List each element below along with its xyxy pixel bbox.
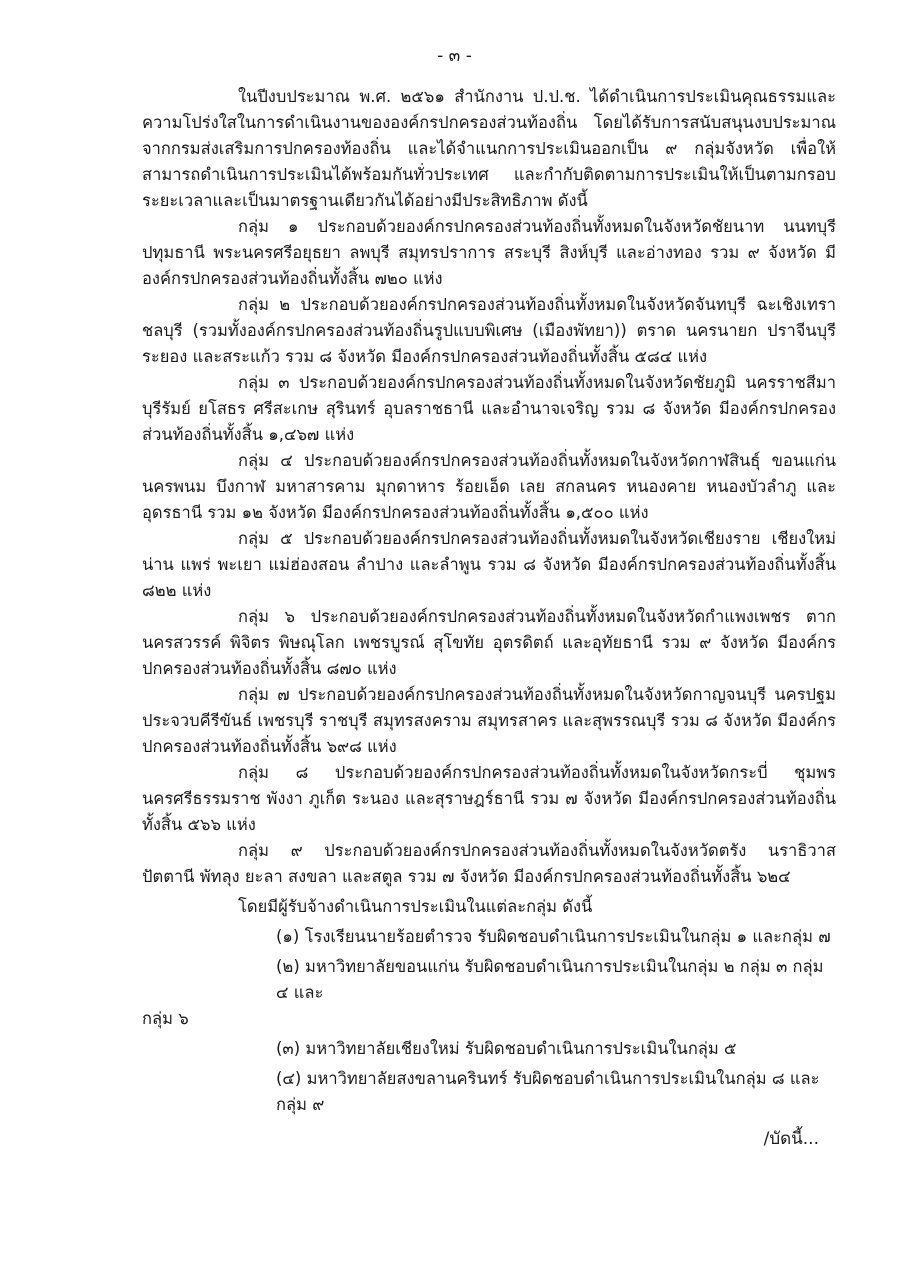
contractor-item-4: (๔) มหาวิทยาลัยสงขลานครินทร์ รับผิดชอบดำเนินการประเมินในกลุ่ม ๘ และกลุ่ม ๙ [276, 1069, 820, 1114]
intro-paragraph: ในปีงบประมาณ พ.ศ. ๒๕๖๑ สำนักงาน ป.ป.ช. ได้ดำเนินการประเมินคุณธรรมและความโปร่งใสในการดำเนินงานขององค์กรปกครองส่วนท้องถิ่น โดยได้รับการสนับสนุนงบประมาณจากกรมส่งเสริมการปกครองท้องถิ่น และได้จำแนกการประเมินออกเป็น ๙ กลุ่มจังหวัด เพื่อให้สามารถดำเนินการประเมินได้พร้อมกันทั่วประเทศ และกำกับติดตามการประเมินให้เป็นตามกรอบระยะเวลาและเป็นมาตรฐานเดียวกันได้อย่างมีประสิทธิภาพ ดังนี้ [142, 87, 836, 210]
contractor-item-1: (๑) โรงเรียนนายร้อยตำรวจ รับผิดชอบดำเนินการประเมินในกลุ่ม ๑ และกลุ่ม ๗ [276, 927, 831, 946]
contractor-item-2 [142, 954, 836, 1032]
document-body [142, 84, 836, 1118]
contractor-item-2-continuation: กลุ่ม ๖ [142, 1009, 189, 1028]
group-9-paragraph: กลุ่ม ๙ ประกอบด้วยองค์กรปกครองส่วนท้องถิ่นทั้งหมดในจังหวัดตรัง นราธิวาส ปัตตานี พัทลุง ยะลา สงขลา และสตูล รวม ๗ จังหวัด มีองค์กรปกครองส่วนท้องถิ่นทั้งสิ้น ๖๒๔ [142, 841, 836, 886]
group-3-paragraph: กลุ่ม ๓ ประกอบด้วยองค์กรปกครองส่วนท้องถิ่นทั้งหมดในจังหวัดชัยภูมิ นครราชสีมา บุรีรัมย์ ยโสธร ศรีสะเกษ สุรินทร์ อุบลราชธานี และอำนาจเจริญ รวม ๘ จังหวัด มีองค์กรปกครองส่วนท้องถิ่นทั้งสิ้น ๑,๔๖๗ แห่ง [142, 373, 836, 444]
continued-marker: /บัดนี้... [763, 1129, 819, 1149]
page-number: - ๓ - [437, 46, 472, 66]
contractor-item-3: (๓) มหาวิทยาลัยเชียงใหม่ รับผิดชอบดำเนินการประเมินในกลุ่ม ๕ [276, 1039, 737, 1058]
group-7-paragraph: กลุ่ม ๗ ประกอบด้วยองค์กรปกครองส่วนท้องถิ่นทั้งหมดในจังหวัดกาญจนบุรี นครปฐม ประจวบคีรีขันธ์ เพชรบุรี ราชบุรี สมุทรสงคราม สมุทรสาคร และสุพรรณบุรี รวม ๘ จังหวัด มีองค์กรปกครองส่วนท้องถิ่นทั้งสิ้น ๖๙๘ แห่ง [142, 685, 836, 756]
group-2-paragraph: กลุ่ม ๒ ประกอบด้วยองค์กรปกครองส่วนท้องถิ่นทั้งหมดในจังหวัดจันทบุรี ฉะเชิงเทรา ชลบุรี (รวมทั้งองค์กรปกครองส่วนท้องถิ่นรูปแบบพิเศษ (เมืองพัทยา)) ตราด นครนายก ปราจีนบุรี ระยอง และสระแก้ว รวม ๘ จังหวัด มีองค์กรปกครองส่วนท้องถิ่นทั้งสิ้น ๕๘๔ แห่ง [142, 295, 836, 366]
contractor-item-2-text: (๒) มหาวิทยาลัยขอนแก่น รับผิดชอบดำเนินการประเมินในกลุ่ม ๒ กลุ่ม ๓ กลุ่ม ๔ และ [276, 957, 824, 1002]
group-6-paragraph: กลุ่ม ๖ ประกอบด้วยองค์กรปกครองส่วนท้องถิ่นทั้งหมดในจังหวัดกำแพงเพชร ตาก นครสวรรค์ พิจิตร พิษณุโลก เพชรบูรณ์ สุโขทัย อุตรดิตถ์ และอุทัยธานี รวม ๙ จังหวัด มีองค์กรปกครองส่วนท้องถิ่นทั้งสิ้น ๘๗๐ แห่ง [142, 607, 836, 678]
group-1-paragraph: กลุ่ม ๑ ประกอบด้วยองค์กรปกครองส่วนท้องถิ่นทั้งหมดในจังหวัดชัยนาท นนทบุรี ปทุมธานี พระนครศรีอยุธยา ลพบุรี สมุทรปราการ สระบุรี สิงห์บุรี และอ่างทอง รวม ๙ จังหวัด มีองค์กรปกครองส่วนท้องถิ่นทั้งสิ้น ๗๒๐ แห่ง [142, 217, 836, 288]
group-4-paragraph: กลุ่ม ๔ ประกอบด้วยองค์กรปกครองส่วนท้องถิ่นทั้งหมดในจังหวัดกาฬสินธุ์ ขอนแก่น นครพนม บึงกาฬ มหาสารคาม มุกดาหาร ร้อยเอ็ด เลย สกลนคร หนองคาย หนองบัวลำภู และอุดรธานี รวม ๑๒ จังหวัด มีองค์กรปกครองส่วนท้องถิ่นทั้งสิ้น ๑,๕๐๐ แห่ง [142, 451, 836, 522]
group-5-paragraph: กลุ่ม ๕ ประกอบด้วยองค์กรปกครองส่วนท้องถิ่นทั้งหมดในจังหวัดเชียงราย เชียงใหม่ น่าน แพร่ พะเยา แม่ฮ่องสอน ลำปาง และลำพูน รวม ๘ จังหวัด มีองค์กรปกครองส่วนท้องถิ่นทั้งสิ้น ๘๒๒ แห่ง [142, 529, 836, 600]
contractors-heading: โดยมีผู้รับจ้างดำเนินการประเมินในแต่ละกลุ่ม ดังนี้ [238, 897, 593, 916]
group-8-paragraph: กลุ่ม ๘ ประกอบด้วยองค์กรปกครองส่วนท้องถิ่นทั้งหมดในจังหวัดกระบี่ ชุมพร นครศรีธรรมราช พังงา ภูเก็ต ระนอง และสุราษฎร์ธานี รวม ๗ จังหวัด มีองค์กรปกครองส่วนท้องถิ่นทั้งสิ้น ๕๖๖ แห่ง [142, 763, 836, 834]
